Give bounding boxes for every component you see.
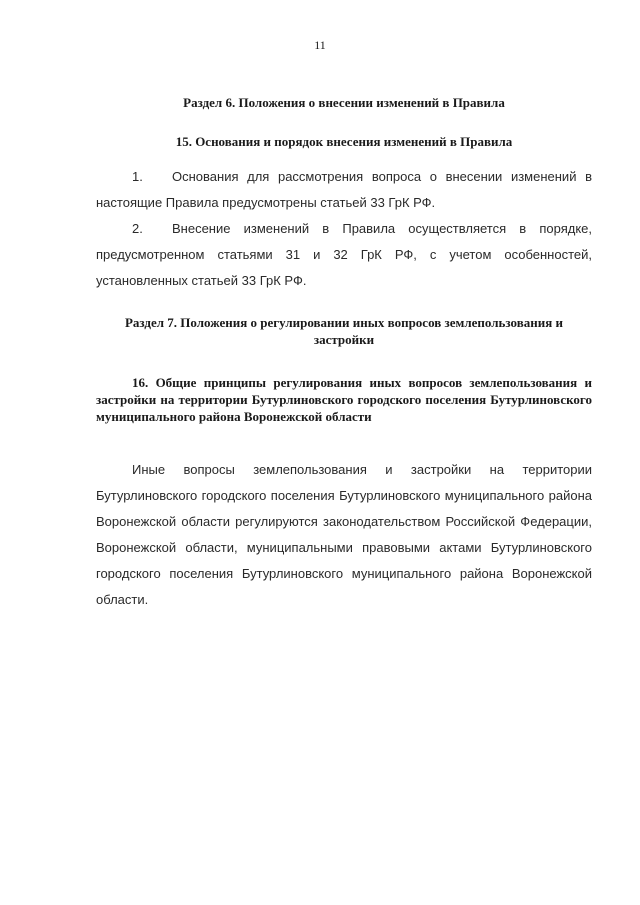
clause-15-item-2 xyxy=(96,216,592,294)
item-text: Внесение изменений в Правила осуществляется в порядке, предусмотренном статьями 31 и 32 ГрК РФ, с учетом особенностей, установленных статьей 33 ГрК РФ. xyxy=(96,221,592,288)
clause-15-item-1 xyxy=(96,164,592,216)
clause-16-paragraph: Иные вопросы землепользования и застройки на территории Бутурлиновского городского поселения Бутурлиновского муниципального района Воронежской области регулируются законодательством Российской Федерации, Воронежской области, муниципальными правовыми актами Бутурлиновского городского поселения Бутурлиновского муниципального района Воронежской области. xyxy=(96,462,592,607)
clause-15-heading: 15. Основания и порядок внесения изменений в Правила xyxy=(175,134,513,149)
item-number: 1. xyxy=(132,169,143,184)
page-number: 11 xyxy=(314,38,326,52)
section-7-heading: Раздел 7. Положения о регулировании иных вопросов землепользования и застройки xyxy=(124,315,564,347)
item-number: 2. xyxy=(132,221,143,236)
section-6-heading: Раздел 6. Положения о внесении изменений в Правила xyxy=(183,95,505,110)
clause-16-heading: 16. Общие принципы регулирования иных вопросов землепользования и застройки на территории Бутурлиновского городского поселения Бутурлиновского муниципального района Воронежской области xyxy=(96,375,592,424)
item-text: Основания для рассмотрения вопроса о внесении изменений в настоящие Правила предусмотрены статьей 33 ГрК РФ. xyxy=(96,169,592,210)
